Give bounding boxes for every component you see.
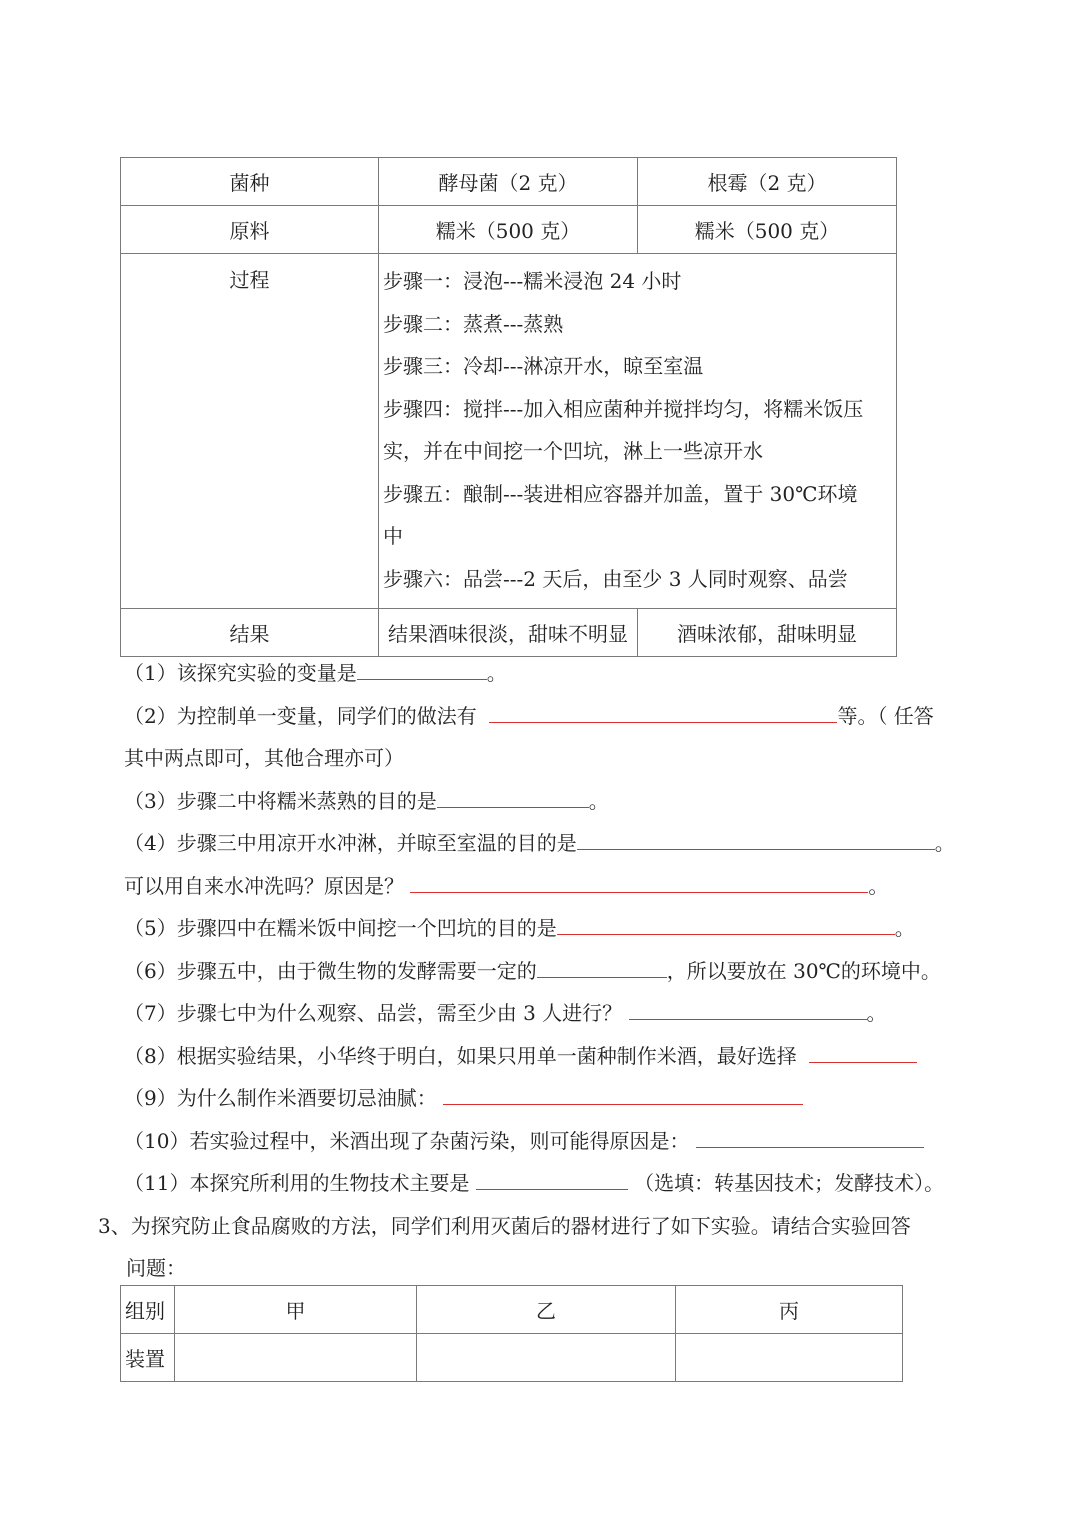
answer-blank[interactable] — [476, 1167, 628, 1190]
table-cell: 酵母菌（2 克） — [379, 158, 638, 206]
table-cell: 糯米（500 克） — [638, 206, 897, 254]
answer-blank[interactable] — [489, 700, 837, 723]
table-cell: 结果酒味很淡，甜味不明显 — [379, 609, 638, 657]
table-row — [121, 254, 897, 609]
section-3-intro-line2: 问题： — [126, 1256, 186, 1280]
question-4: （4）步骤三中用凉开水冲淋，并晾至室温的目的是 。 — [124, 827, 955, 856]
answer-blank[interactable] — [629, 997, 867, 1020]
step-line: 步骤六：品尝---2 天后，由至少 3 人同时观察、品尝 — [383, 566, 848, 591]
question-7: （7）步骤七中为什么观察、品尝，需至少由 3 人进行？ 。 — [124, 997, 887, 1026]
table-cell — [676, 1334, 903, 1382]
step-line: 步骤二：蒸煮---蒸熟 — [383, 311, 564, 336]
table-cell: 结果 — [121, 609, 379, 657]
table-row — [121, 1286, 903, 1334]
step-line: 步骤一：浸泡---糯米浸泡 24 小时 — [383, 269, 682, 293]
apparatus-table — [120, 1285, 903, 1382]
question-4-line2: 可以用自来水冲洗吗？原因是？ 。 — [124, 870, 888, 899]
table-cell — [417, 1334, 676, 1382]
process-label: 过程 — [121, 254, 379, 609]
step-line: 步骤三：冷却---淋凉开水，晾至室温 — [383, 354, 704, 378]
table-cell: 糯米（500 克） — [379, 206, 638, 254]
question-10: （10）若实验过程中，米酒出现了杂菌污染，则可能得原因是： — [124, 1125, 924, 1154]
table-cell: 乙 — [417, 1286, 676, 1334]
table-cell: 原料 — [121, 206, 379, 254]
answer-blank[interactable] — [410, 870, 868, 893]
question-2: （2）为控制单一变量，同学们的做法有 等。（ 任答 — [124, 700, 934, 729]
answer-blank[interactable] — [696, 1125, 924, 1148]
table-row — [121, 609, 897, 657]
answer-blank[interactable] — [809, 1040, 917, 1063]
table-cell — [175, 1334, 417, 1382]
table-cell: 菌种 — [121, 158, 379, 206]
question-8: （8）根据实验结果，小华终于明白，如果只用单一菌种制作米酒，最好选择 — [124, 1040, 917, 1069]
step-line: 中 — [383, 524, 403, 548]
question-1: （1）该探究实验的变量是 。 — [124, 657, 507, 686]
question-11: （11）本探究所利用的生物技术主要是 （选填：转基因技术；发酵技术）。 — [124, 1167, 944, 1196]
table-row — [121, 1334, 903, 1382]
table-cell: 甲 — [175, 1286, 417, 1334]
step-line: 步骤五：酿制---装进相应容器并加盖，置于 30℃环境 — [383, 481, 858, 506]
answer-blank[interactable] — [437, 785, 589, 808]
question-6: （6）步骤五中，由于微生物的发酵需要一定的 ，所以要放在 30℃的环境中。 — [124, 955, 941, 984]
experiment-table — [120, 157, 897, 657]
section-3-intro: 3、为探究防止食品腐败的方法，同学们利用灭菌后的器材进行了如下实验。请结合实验回答 — [98, 1214, 911, 1238]
question-9: （9）为什么制作米酒要切忌油腻： — [124, 1082, 803, 1111]
process-steps — [379, 254, 897, 609]
table-cell: 根霉（2 克） — [638, 158, 897, 206]
table-cell: 酒味浓郁，甜味明显 — [638, 609, 897, 657]
answer-blank[interactable] — [577, 827, 935, 850]
table-row — [121, 158, 897, 206]
answer-blank[interactable] — [443, 1082, 803, 1105]
question-2-line2: 其中两点即可，其他合理亦可） — [124, 746, 404, 770]
table-cell: 丙 — [676, 1286, 903, 1334]
answer-blank[interactable] — [537, 955, 667, 978]
step-line: 步骤四：搅拌---加入相应菌种并搅拌均匀，将糯米饭压 — [383, 396, 864, 421]
answer-blank[interactable] — [357, 657, 487, 680]
table-cell: 组别 — [121, 1286, 175, 1334]
table-cell: 装置 — [121, 1334, 175, 1382]
table-row — [121, 206, 897, 254]
question-5: （5）步骤四中在糯米饭中间挖一个凹坑的目的是 。 — [124, 912, 915, 941]
step-line: 实，并在中间挖一个凹坑，淋上一些凉开水 — [383, 439, 763, 463]
question-3: （3）步骤二中将糯米蒸熟的目的是 。 — [124, 785, 609, 814]
answer-blank[interactable] — [557, 912, 895, 935]
